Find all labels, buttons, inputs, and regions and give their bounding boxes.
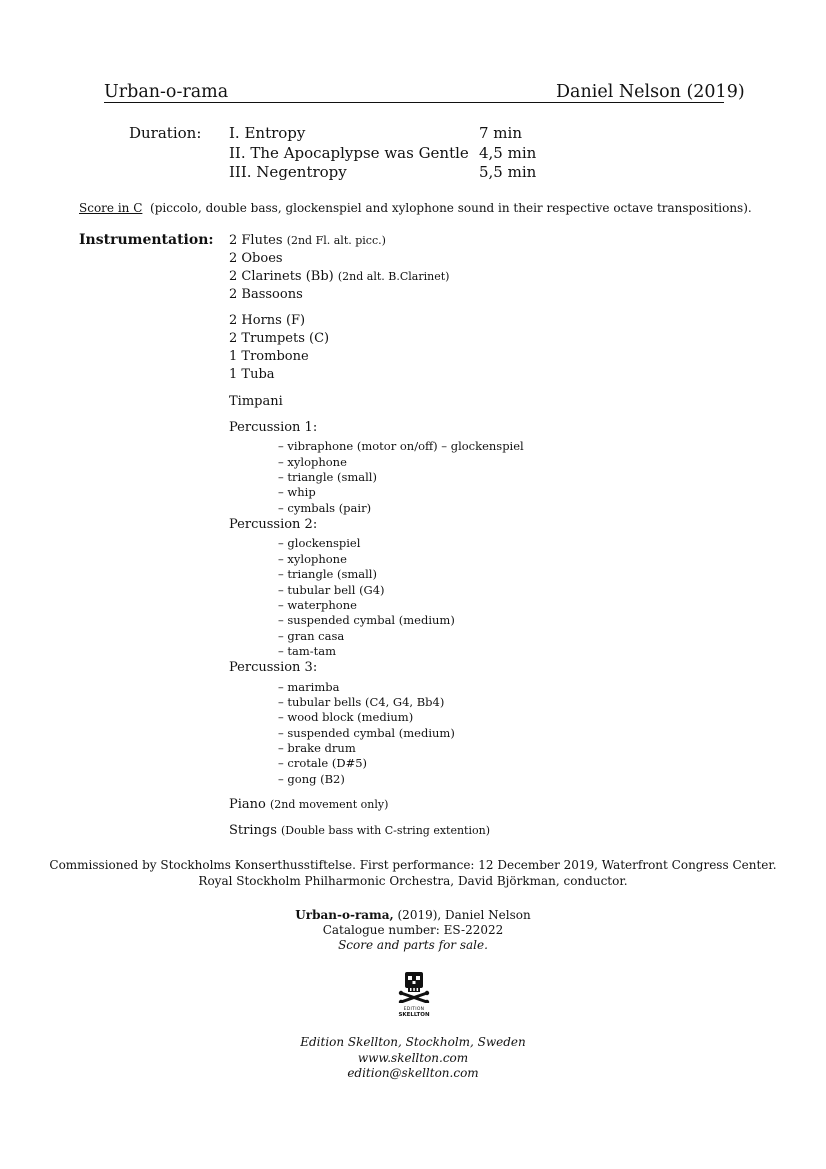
instrumentation-label: Instrumentation: (79, 232, 214, 248)
brass-item: 1 Trombone (229, 349, 309, 364)
percussion-2-label: Percussion 2: (229, 517, 318, 532)
wind-item: 2 Flutes (2nd Fl. alt. picc.) (229, 233, 386, 248)
wind-item: 2 Oboes (229, 251, 283, 266)
percussion-item: – tam-tam (278, 644, 337, 658)
skull-crossbones-icon (397, 971, 431, 1003)
sale-note: Score and parts for sale. (338, 938, 488, 952)
timpani-item: Timpani (229, 394, 283, 409)
percussion-item: – gong (B2) (278, 772, 345, 786)
movement-3-name: III. Negentropy (229, 163, 347, 181)
percussion-item: – tubular bells (C4, G4, Bb4) (278, 695, 445, 709)
percussion-item: – tubular bell (G4) (278, 583, 385, 597)
percussion-item: – cymbals (pair) (278, 501, 372, 515)
brass-item: 2 Trumpets (C) (229, 331, 330, 346)
logo-edition-text: EDITION (403, 1007, 425, 1012)
percussion-item: – gran casa (278, 629, 345, 643)
score-note-key: Score in C (79, 201, 143, 215)
score-note (79, 201, 752, 215)
catalogue-number: Catalogue number: ES-22022 (322, 923, 504, 937)
percussion-1-label: Percussion 1: (229, 420, 318, 435)
header-rule (104, 102, 724, 103)
percussion-item: – xylophone (278, 552, 347, 566)
publisher-email[interactable]: edition@skellton.com (347, 1066, 479, 1080)
catalogue-title: Urban-o-rama, (2019), Daniel Nelson (295, 908, 531, 922)
percussion-item: – glockenspiel (278, 536, 361, 550)
movement-2-name: II. The Apocaplypse was Gentle (229, 144, 469, 162)
publisher-name: Edition Skellton, Stockholm, Sweden (300, 1035, 526, 1049)
percussion-item: – whip (278, 485, 316, 499)
strings-item: Strings (Double bass with C-string extention) (229, 823, 490, 838)
commission-line-1: Commissioned by Stockholms Konserthusstiftelse. First performance: 12 December 2019, Waterfront Congress Center. (49, 858, 777, 872)
commission-line-2: Royal Stockholm Philharmonic Orchestra, David Björkman, conductor. (198, 874, 628, 888)
movement-3-time: 5,5 min (479, 163, 537, 181)
logo-brand-text: SKELLTON (398, 1012, 430, 1018)
percussion-item: – wood block (medium) (278, 710, 414, 724)
piece-title: Urban-o-rama (104, 82, 229, 102)
piano-item: Piano (2nd movement only) (229, 797, 389, 812)
percussion-item: – suspended cymbal (medium) (278, 613, 455, 627)
percussion-item: – suspended cymbal (medium) (278, 726, 455, 740)
wind-item: 2 Clarinets (Bb) (2nd alt. B.Clarinet) (229, 269, 450, 284)
percussion-item: – vibraphone (motor on/off) – glockenspiel (278, 439, 524, 453)
percussion-item: – waterphone (278, 598, 357, 612)
percussion-item: – triangle (small) (278, 470, 377, 484)
score-note-text: (piccolo, double bass, glockenspiel and xylophone sound in their respective octave transpositions). (150, 201, 752, 215)
percussion-item: – triangle (small) (278, 567, 377, 581)
percussion-3-label: Percussion 3: (229, 660, 318, 675)
duration-label: Duration: (129, 124, 202, 142)
brass-item: 1 Tuba (229, 367, 275, 382)
movement-1-time: 7 min (479, 124, 522, 142)
brass-item: 2 Horns (F) (229, 313, 306, 328)
percussion-item: – xylophone (278, 455, 347, 469)
percussion-item: – marimba (278, 680, 340, 694)
percussion-item: – brake drum (278, 741, 356, 755)
percussion-item: – crotale (D#5) (278, 756, 368, 770)
movement-1-name: I. Entropy (229, 124, 306, 142)
movement-2-time: 4,5 min (479, 144, 537, 162)
wind-item: 2 Bassoons (229, 287, 303, 302)
publisher-website[interactable]: www.skellton.com (357, 1051, 469, 1065)
skull-crossbones-icon (397, 971, 431, 1018)
composer-credit: Daniel Nelson (2019) (556, 82, 745, 102)
